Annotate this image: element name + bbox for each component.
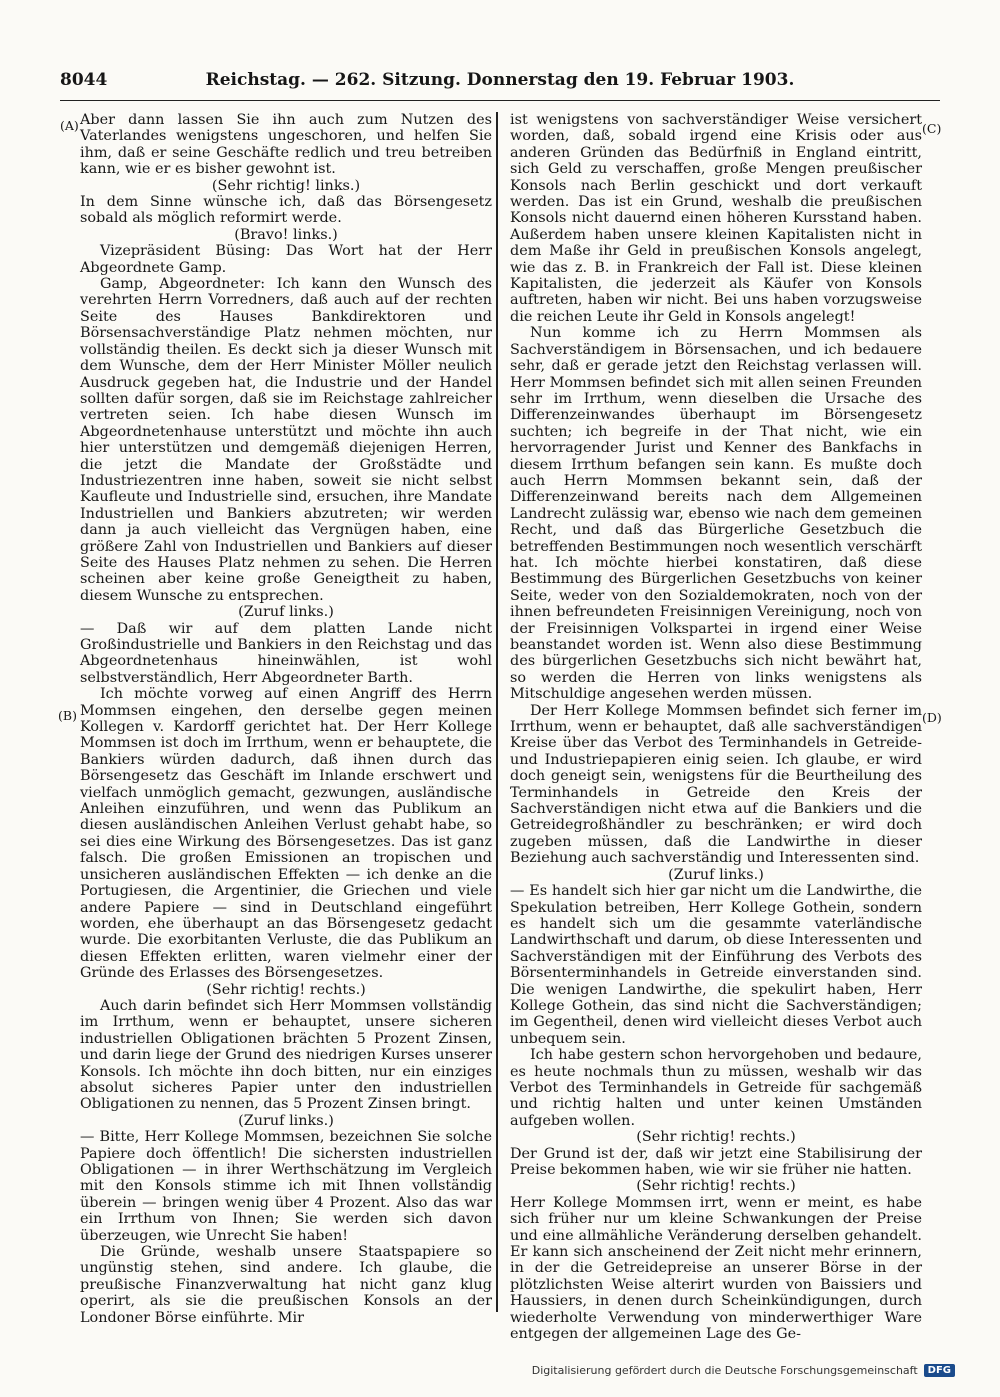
paragraph: — Daß wir auf dem platten Lande nicht Großindustrielle und Bankiers in den Reichstag und das Abgeordnetenhaus hineinwählen, ist wohl selbstverständlich, Herr Abgeordneter Barth. bbox=[80, 620, 492, 686]
page-number: 8044 bbox=[60, 70, 108, 90]
margin-mark-a: (A) bbox=[60, 118, 79, 133]
interjection: (Zuruf links.) bbox=[668, 866, 764, 883]
paragraph: Der Herr Kollege Mommsen befindet sich ferner im Irrthum, wenn er behauptet, daß alle sachverständigen Kreise über das Verbot des Terminhandels in Getreide- und Industriepapieren einig seien. Ich glaube, er wird doch geneigt sein, wenigstens für die Beurtheilung des Terminhandels in Getreide den Kreis der Sachverständigen nicht etwa auf die Bankiers und die Getreidegroßhändler zu beschränken; er wird doch zugeben müssen, daß die Landwirthe in dieser Beziehung auch sachverständig und Interessenten sind. bbox=[510, 702, 922, 867]
margin-mark-d: (D) bbox=[922, 710, 942, 725]
paragraph: Herr Kollege Mommsen irrt, wenn er meint, es habe sich früher nur um kleine Schwankungen der Preise und eine allmähliche Veränderung derselben gehandelt. Er kann sich anscheinend der Zeit nicht mehr erinnern, in der die Getreidepreise an unserer Börse in der plötzlichsten Weise alterirt wurden von Baissiers und Haussiers, in denen durch Scheinkündigungen, durch wiederholte Verwendung von minderwerthiger Ware entgegen der allgemeinen Lage des Ge- bbox=[510, 1194, 922, 1343]
credit-text: Digitalisierung gefördert durch die Deutsche Forschungsgemeinschaft bbox=[531, 1364, 918, 1377]
running-title: Reichstag. — 262. Sitzung. Donnerstag den 19. Februar 1903. bbox=[205, 70, 795, 90]
interjection: (Sehr richtig! rechts.) bbox=[636, 1129, 796, 1146]
paragraph: — Es handelt sich hier gar nicht um die Landwirthe, die Spekulation betreiben, Herr Kollege Gothein, sondern es handelt sich um die gesammte vaterländische Landwirthschaft und darum, ob diese Interessenten und Sachverständigen mit der Einführung des Verbots des Börsenterminhandels in Getreide einverstanden sind. Die wenigen Landwirthe, die spekulirt haben, Herr Kollege Gothein, das sind nicht die Sachverständigen; im Gegentheil, denen wird vielleicht dieses Verbot auch unbequem sein. bbox=[510, 883, 922, 1047]
paragraph: In dem Sinne wünsche ich, daß das Börsengesetz sobald als möglich reformirt werde. bbox=[80, 194, 492, 227]
margin-mark-c: (C) bbox=[922, 121, 942, 136]
paragraph: Ich habe gestern schon hervorgehoben und bedaure, es heute nochmals thun zu müssen, weshalb wir das Verbot des Terminhandels in Getreide für sachgemäß und richtig halten und unter keinen Umständen aufgeben wollen. bbox=[510, 1047, 922, 1129]
margin-mark-b: (B) bbox=[58, 708, 77, 723]
paragraph: Aber dann lassen Sie ihn auch zum Nutzen des Vaterlandes wenigstens ungeschoren, und helfen Sie ihm, daß er seine Geschäfte redlich und treu betreiben kann, wie er es bisher gewohnt ist. bbox=[80, 112, 492, 178]
interjection: (Zuruf links.) bbox=[238, 604, 334, 621]
interjection: (Sehr richtig! links.) bbox=[211, 177, 361, 194]
column-divider bbox=[496, 112, 498, 1312]
header-rule bbox=[60, 100, 940, 101]
interjection: (Sehr richtig! rechts.) bbox=[206, 981, 366, 998]
paragraph: — Bitte, Herr Kollege Mommsen, bezeichnen Sie solche Papiere doch öffentlich! Die sichersten industriellen Obligationen — in ihrer Werthschätzung im Vergleich mit den Konsols stimme ich mit Ihnen vollständig überein — bringen wenig über 4 Prozent. Also das war ein Irrthum von Ihnen; Sie werden sich davon überzeugen, wie Unrecht Sie haben! bbox=[80, 1129, 492, 1244]
speaker-paragraph: Gamp, Abgeordneter: Ich kann den Wunsch des verehrten Herrn Vorredners, daß auch auf der rechten Seite des Hauses Bankdirektoren und Börsensachverständige Platz nehmen möchten, nur vollständig theilen. Es deckt sich ja dieser Wunsch mit dem Wunsche, dem der Herr Minister Möller neulich Ausdruck gegeben hat, die Industrie und der Handel sollten dafür sorgen, daß sie im Reichstage zahlreicher vertreten seien. Ich habe diesen Wunsch im Abgeordnetenhause unterstützt und möchte ihn auch hier unterstützen und demgemäß diejenigen Herren, die jetzt die Mandate der Großstädte und Industriezentren inne haben, soweit sie nicht selbst Kaufleute und Industrielle sind, ersuchen, ihre Mandate Industriellen und Bankiers abzutreten; wir werden dann ja auch vielleicht das Vergnügen haben, eine größere Zahl von Industriellen und Bankiers auf dieser Seite des Hauses Platz nehmen zu sehen. Die Herren scheinen aber keine große Geneigtheit zu haben, diesem Wunsche zu entsprechen. bbox=[80, 276, 492, 604]
paragraph: ist wenigstens von sachverständiger Weise versichert worden, daß, sobald irgend eine Krisis oder aus anderen Gründen das Bedürfniß in England eintritt, sich Geld zu verschaffen, große Mengen preußischer Konsols nach Berlin geschickt und dort verkauft werden. Das ist ein Grund, weshalb die preußischen Konsols nicht dauernd einen höheren Kursstand haben. Außerdem haben unsere kleinen Kapitalisten nicht in dem Maße ihr Geld in preußischen Konsols angelegt, wie das z. B. in Frankreich der Fall ist. Diese kleinen Kapitalisten, die jederzeit als Käufer von Konsols auftreten, haben wir nicht. Bei uns haben vorzugsweise die reichen Leute ihr Geld in Konsols angelegt! bbox=[510, 112, 922, 325]
paragraph: Ich möchte vorweg auf einen Angriff des Herrn Mommsen eingehen, den derselbe gegen meinen Kollegen v. Kardorff gerichtet hat. Der Herr Kollege Mommsen ist doch im Irrthum, wenn er behauptete, die Bankiers würden dadurch, daß ihnen durch das Börsengesetz das Geschäft im Inlande erschwert und vielfach unmöglich gemacht, gezwungen, ausländische Anleihen einzuführen, und wenn das Publikum an diesen ausländischen Anleihen Verlust gehabt habe, so sei dies eine Wirkung des Börsengesetzes. Das ist ganz falsch. Die großen Emissionen an tropischen und unsicheren ausländischen Effekten — ich denke an die Portugiesen, die Argentinier, die Griechen und viele andere Papiere — sind in Deutschland eingeführt worden, ehe überhaupt an das Börsengesetz gedacht wurde. Die exorbitanten Verluste, die das Publikum an diesen Effekten erlitten, waren vielmehr einer der Gründe des Erlasses des Börsengesetzes. bbox=[80, 686, 492, 982]
left-column bbox=[80, 112, 492, 1326]
interjection: (Zuruf links.) bbox=[238, 1112, 334, 1129]
paragraph: Nun komme ich zu Herrn Mommsen als Sachverständigem in Börsensachen, und ich bedauere sehr, daß er gerade jetzt den Reichstag verlassen will. Herr Mommsen befindet sich mit allen seinen Freunden sehr im Irrthum, wenn dieselben die Ursache des Differenzeinwandes überhaupt im Börsengesetz suchten; ich begreife in der That nicht, wie ein hervorragender Jurist und Kenner des Bankfachs in diesem Irrthum befangen sein kann. Es mußte doch auch Herrn Mommsen bekannt sein, daß der Differenzeinwand bereits nach dem Allgemeinen Landrecht zulässig war, ebenso wie nach dem gemeinen Recht, und daß das Bürgerliche Gesetzbuch die betreffenden Bestimmungen noch wesentlich verschärft hat. Ich möchte hierbei konstatiren, daß diese Bestimmung des Bürgerlichen Gesetzbuchs von keiner Seite, weder von den Sozialdemokraten, noch von der ihnen befreundeten Freisinnigen Vereinigung, noch von der Freisinnigen Volkspartei in irgend einer Weise beanstandet worden ist. Wenn also diese Bestimmung des bürgerlichen Gesetzbuchs sich nicht bewährt hat, so werden die Herren von links wenigstens als Mitschuldige angesehen werden müssen. bbox=[510, 325, 922, 703]
interjection: (Bravo! links.) bbox=[234, 226, 338, 243]
paragraph: Die Gründe, weshalb unsere Staatspapiere so ungünstig stehen, sind andere. Ich glaube, die preußische Finanzverwaltung hat nicht ganz klug operirt, als sie die preußischen Konsols an der Londoner Börse einführte. Mir bbox=[80, 1244, 492, 1326]
paragraph: Auch darin befindet sich Herr Mommsen vollständig im Irrthum, wenn er behauptet, unsere sicheren industriellen Obligationen brächten 5 Prozent Zinsen, und darin liege der Grund des niedrigen Kurses unserer Konsols. Ich möchte ihn doch bitten, nur ein einziges absolut sicheres Papier unter den industriellen Obligationen zu nennen, das 5 Prozent Zinsen bringt. bbox=[80, 997, 492, 1113]
interjection: (Sehr richtig! rechts.) bbox=[636, 1178, 796, 1195]
digitization-credit bbox=[532, 1364, 955, 1377]
dfg-logo: DFG bbox=[924, 1364, 955, 1377]
right-column bbox=[510, 112, 922, 1342]
paragraph: Der Grund ist der, daß wir jetzt eine Stabilisirung der Preise bekommen haben, wie wir sie früher nie hatten. bbox=[510, 1145, 922, 1178]
page-header bbox=[60, 70, 940, 100]
speaker-paragraph: Vizepräsident Büsing: Das Wort hat der Herr Abgeordnete Gamp. bbox=[80, 243, 492, 276]
